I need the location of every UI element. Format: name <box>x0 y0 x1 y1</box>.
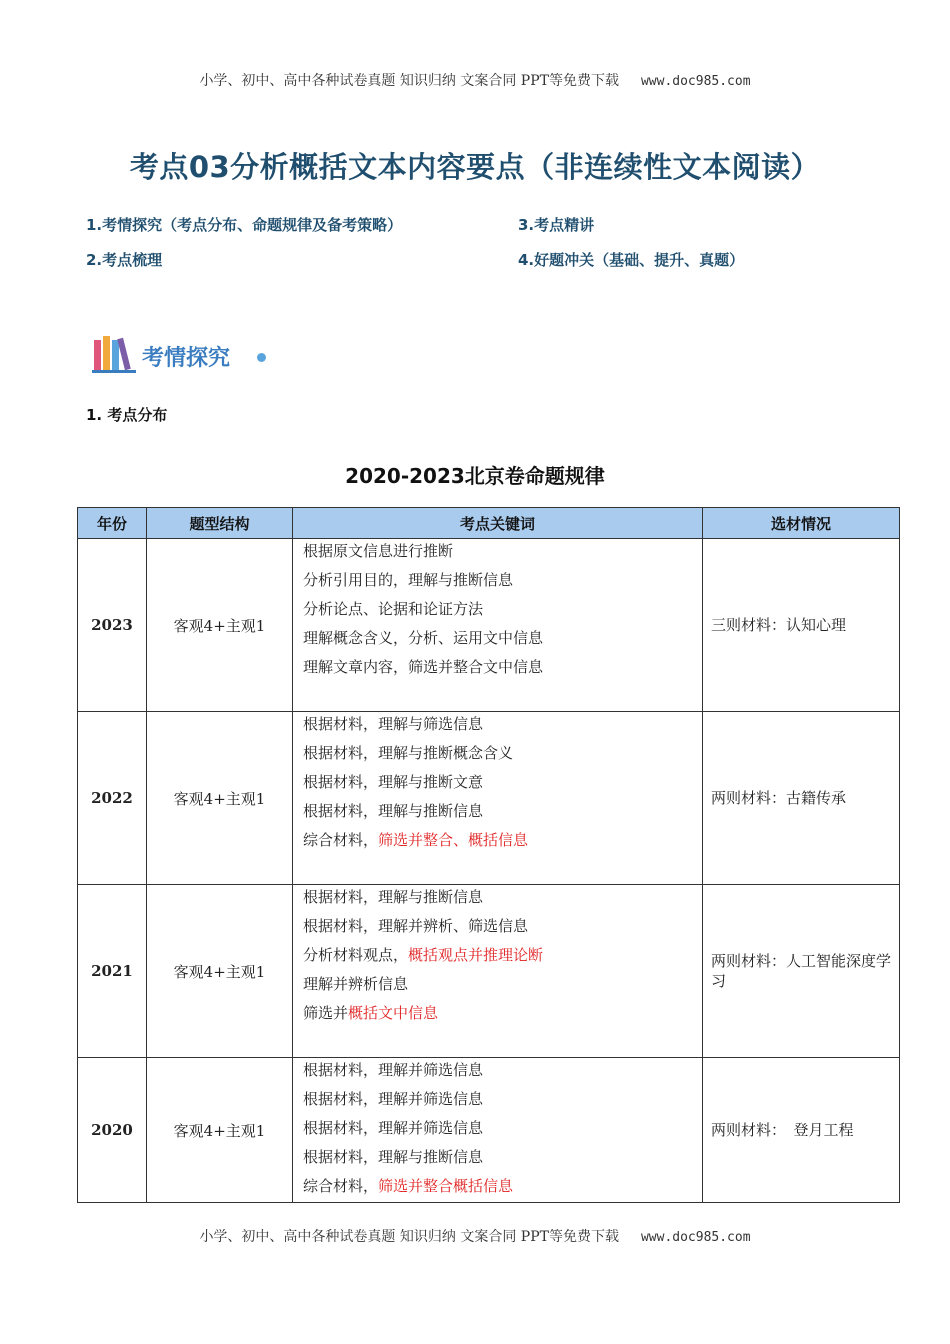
keyword-line: 根据材料，理解与筛选信息 <box>303 715 484 733</box>
keyword-line: 根据材料，理解并辨析、筛选信息 <box>303 917 529 935</box>
keyword-line: 根据材料，理解并筛选信息 <box>303 1061 484 1079</box>
keyword-line: 根据原文信息进行推断 <box>303 542 454 560</box>
highlighted-keyword: 筛选并整合、概括信息 <box>378 831 529 849</box>
keyword-line: 根据材料，理解与推断信息 <box>303 1148 484 1166</box>
column-header-structure: 题型结构 <box>147 508 293 539</box>
toc-item-4[interactable]: 4.好题冲关（基础、提升、真题） <box>518 251 745 269</box>
highlighted-keyword: 概括观点并推理论断 <box>408 946 544 964</box>
source-cell: 两则材料：古籍传承 <box>703 712 900 885</box>
rules-table <box>77 507 900 1203</box>
source-cell: 两则材料：人工智能深度学习 <box>703 885 900 1058</box>
year-cell: 2023 <box>78 539 147 712</box>
keyword-line: 分析引用目的，理解与推断信息 <box>303 571 514 589</box>
page-footer <box>0 1226 950 1246</box>
toc-item-2[interactable]: 2.考点梳理 <box>86 251 163 269</box>
highlighted-keyword: 筛选并整合概括信息 <box>378 1177 514 1195</box>
keyword-line: 根据材料，理解与推断信息 <box>303 888 484 906</box>
keywords-cell <box>293 539 703 712</box>
keyword-line: 综合材料，筛选并整合概括信息 <box>303 1177 514 1195</box>
table-row <box>78 1058 900 1203</box>
year-cell: 2020 <box>78 1058 147 1203</box>
header-text: 小学、初中、高中各种试卷真题 知识归纳 文案合同 PPT等免费下载 <box>199 73 619 89</box>
table-row <box>78 539 900 712</box>
source-cell: 两则材料： 登月工程 <box>703 1058 900 1203</box>
structure-cell: 客观4+主观1 <box>147 539 293 712</box>
footer-text: 小学、初中、高中各种试卷真题 知识归纳 文案合同 PPT等免费下载 <box>199 1229 619 1245</box>
column-header-keywords: 考点关键词 <box>293 508 703 539</box>
year-cell: 2022 <box>78 712 147 885</box>
keywords-cell <box>293 712 703 885</box>
section-heading: 1. 考点分布 <box>86 406 168 424</box>
keyword-line: 理解并辨析信息 <box>303 975 409 993</box>
keyword-line: 根据材料，理解与推断概念含义 <box>303 744 514 762</box>
structure-cell: 客观4+主观1 <box>147 885 293 1058</box>
keyword-line: 根据材料，理解与推断信息 <box>303 802 484 820</box>
banner-dot <box>257 353 266 362</box>
keyword-line: 综合材料，筛选并整合、概括信息 <box>303 831 529 849</box>
keyword-line: 筛选并概括文中信息 <box>303 1004 439 1022</box>
keywords-cell <box>293 1058 703 1203</box>
keyword-line: 理解概念含义，分析、运用文中信息 <box>303 629 544 647</box>
keyword-line: 根据材料，理解并筛选信息 <box>303 1119 484 1137</box>
keyword-line: 根据材料，理解并筛选信息 <box>303 1090 484 1108</box>
table-row <box>78 712 900 885</box>
banner-label: 考情探究 <box>142 346 231 371</box>
keywords-cell <box>293 885 703 1058</box>
table-title: 2020-2023北京卷命题规律 <box>345 464 605 488</box>
highlighted-keyword: 概括文中信息 <box>348 1004 439 1022</box>
year-cell: 2021 <box>78 885 147 1058</box>
toc-item-1[interactable]: 1.考情探究（考点分布、命题规律及备考策略） <box>86 216 403 234</box>
section-banner <box>92 332 272 376</box>
structure-cell: 客观4+主观1 <box>147 712 293 885</box>
page-header <box>0 70 950 90</box>
keyword-line: 根据材料，理解与推断文意 <box>303 773 484 791</box>
table-row <box>78 885 900 1058</box>
keyword-line: 分析材料观点，概括观点并推理论断 <box>303 946 544 964</box>
header-url[interactable]: www.doc985.com <box>640 74 751 89</box>
column-header-source: 选材情况 <box>703 508 900 539</box>
page-title: 考点03分析概括文本内容要点（非连续性文本阅读） <box>129 150 821 184</box>
structure-cell: 客观4+主观1 <box>147 1058 293 1203</box>
keyword-line: 理解文章内容，筛选并整合文中信息 <box>303 658 544 676</box>
source-cell: 三则材料：认知心理 <box>703 539 900 712</box>
table-header-row <box>78 508 900 539</box>
toc-item-3[interactable]: 3.考点精讲 <box>518 216 595 234</box>
column-header-year: 年份 <box>78 508 147 539</box>
keyword-line: 分析论点、论据和论证方法 <box>303 600 484 618</box>
footer-url[interactable]: www.doc985.com <box>640 1230 751 1245</box>
books-icon <box>92 334 138 374</box>
